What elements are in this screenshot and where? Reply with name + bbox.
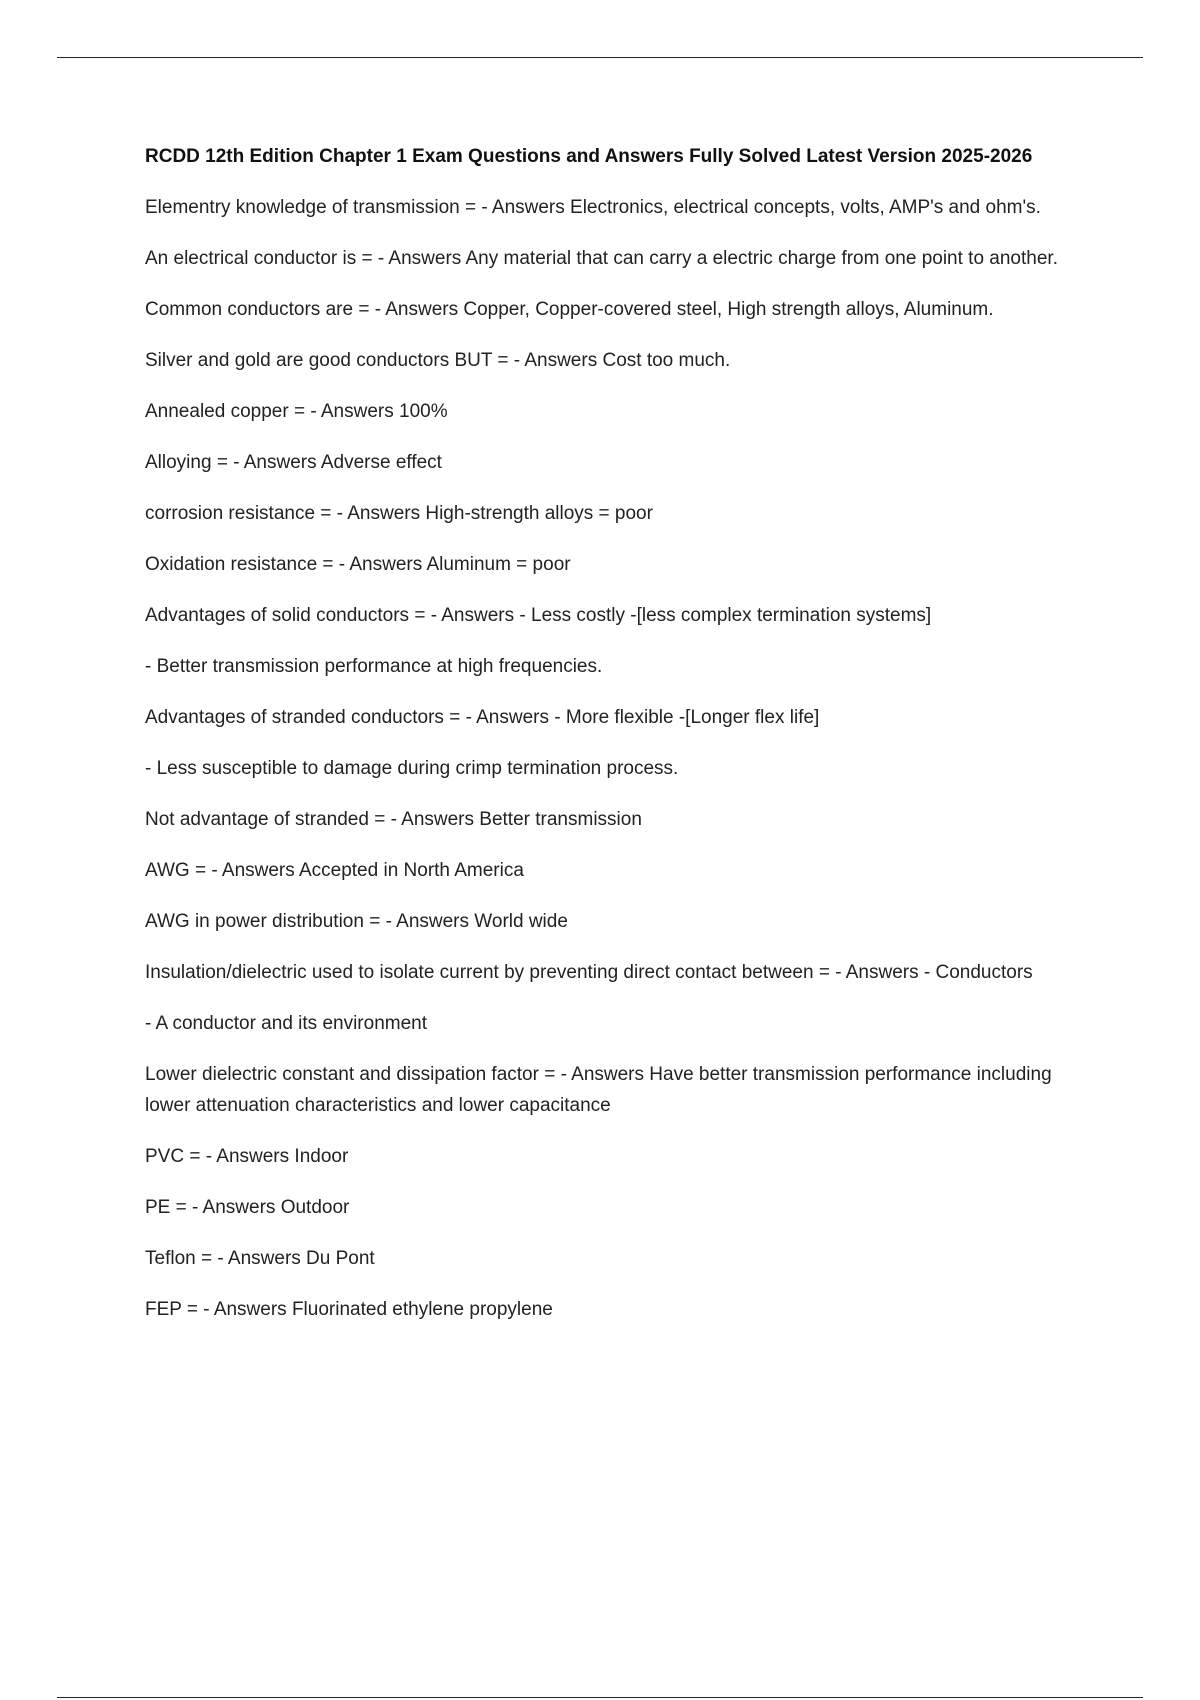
qa-item: - Better transmission performance at high frequencies. [145,656,603,677]
qa-item: Annealed copper = - Answers 100% [145,401,448,422]
qa-list [145,192,1075,1325]
document-title: RCDD 12th Edition Chapter 1 Exam Questions and Answers Fully Solved Latest Version 2025-2026 [145,146,1033,167]
qa-item: Oxidation resistance = - Answers Aluminum = poor [145,554,571,575]
qa-item: AWG = - Answers Accepted in North America [145,860,524,881]
qa-item: Elementry knowledge of transmission = - Answers Electronics, electrical concepts, volts, AMP's and ohm's. [145,197,1041,218]
document-body [145,142,1075,1345]
qa-item: PE = - Answers Outdoor [145,1197,350,1218]
qa-item: - Less susceptible to damage during crimp termination process. [145,758,679,779]
qa-item: AWG in power distribution = - Answers World wide [145,911,568,932]
qa-item: FEP = - Answers Fluorinated ethylene propylene [145,1299,553,1320]
qa-item: Advantages of stranded conductors = - Answers - More flexible -[Longer flex life] [145,707,820,728]
qa-item: corrosion resistance = - Answers High-strength alloys = poor [145,503,653,524]
qa-item: Teflon = - Answers Du Pont [145,1248,375,1269]
qa-item: - A conductor and its environment [145,1013,427,1034]
qa-item: Advantages of solid conductors = - Answers - Less costly -[less complex termination systems] [145,605,932,626]
header-rule [57,57,1143,58]
qa-item: Insulation/dielectric used to isolate current by preventing direct contact between = - Answers - Conductors [145,962,1033,983]
qa-item: PVC = - Answers Indoor [145,1146,349,1167]
qa-item: Silver and gold are good conductors BUT = - Answers Cost too much. [145,350,731,371]
qa-item: An electrical conductor is = - Answers Any material that can carry a electric charge from one point to another. [145,248,1058,269]
qa-item: Alloying = - Answers Adverse effect [145,452,442,473]
qa-item: Common conductors are = - Answers Copper, Copper-covered steel, High strength alloys, Aluminum. [145,299,994,320]
qa-item: Lower dielectric constant and dissipation factor = - Answers Have better transmission performance including lower attenuation characteristics and lower capacitance [145,1064,1052,1116]
footer-rule [57,1697,1143,1698]
qa-item: Not advantage of stranded = - Answers Better transmission [145,809,642,830]
